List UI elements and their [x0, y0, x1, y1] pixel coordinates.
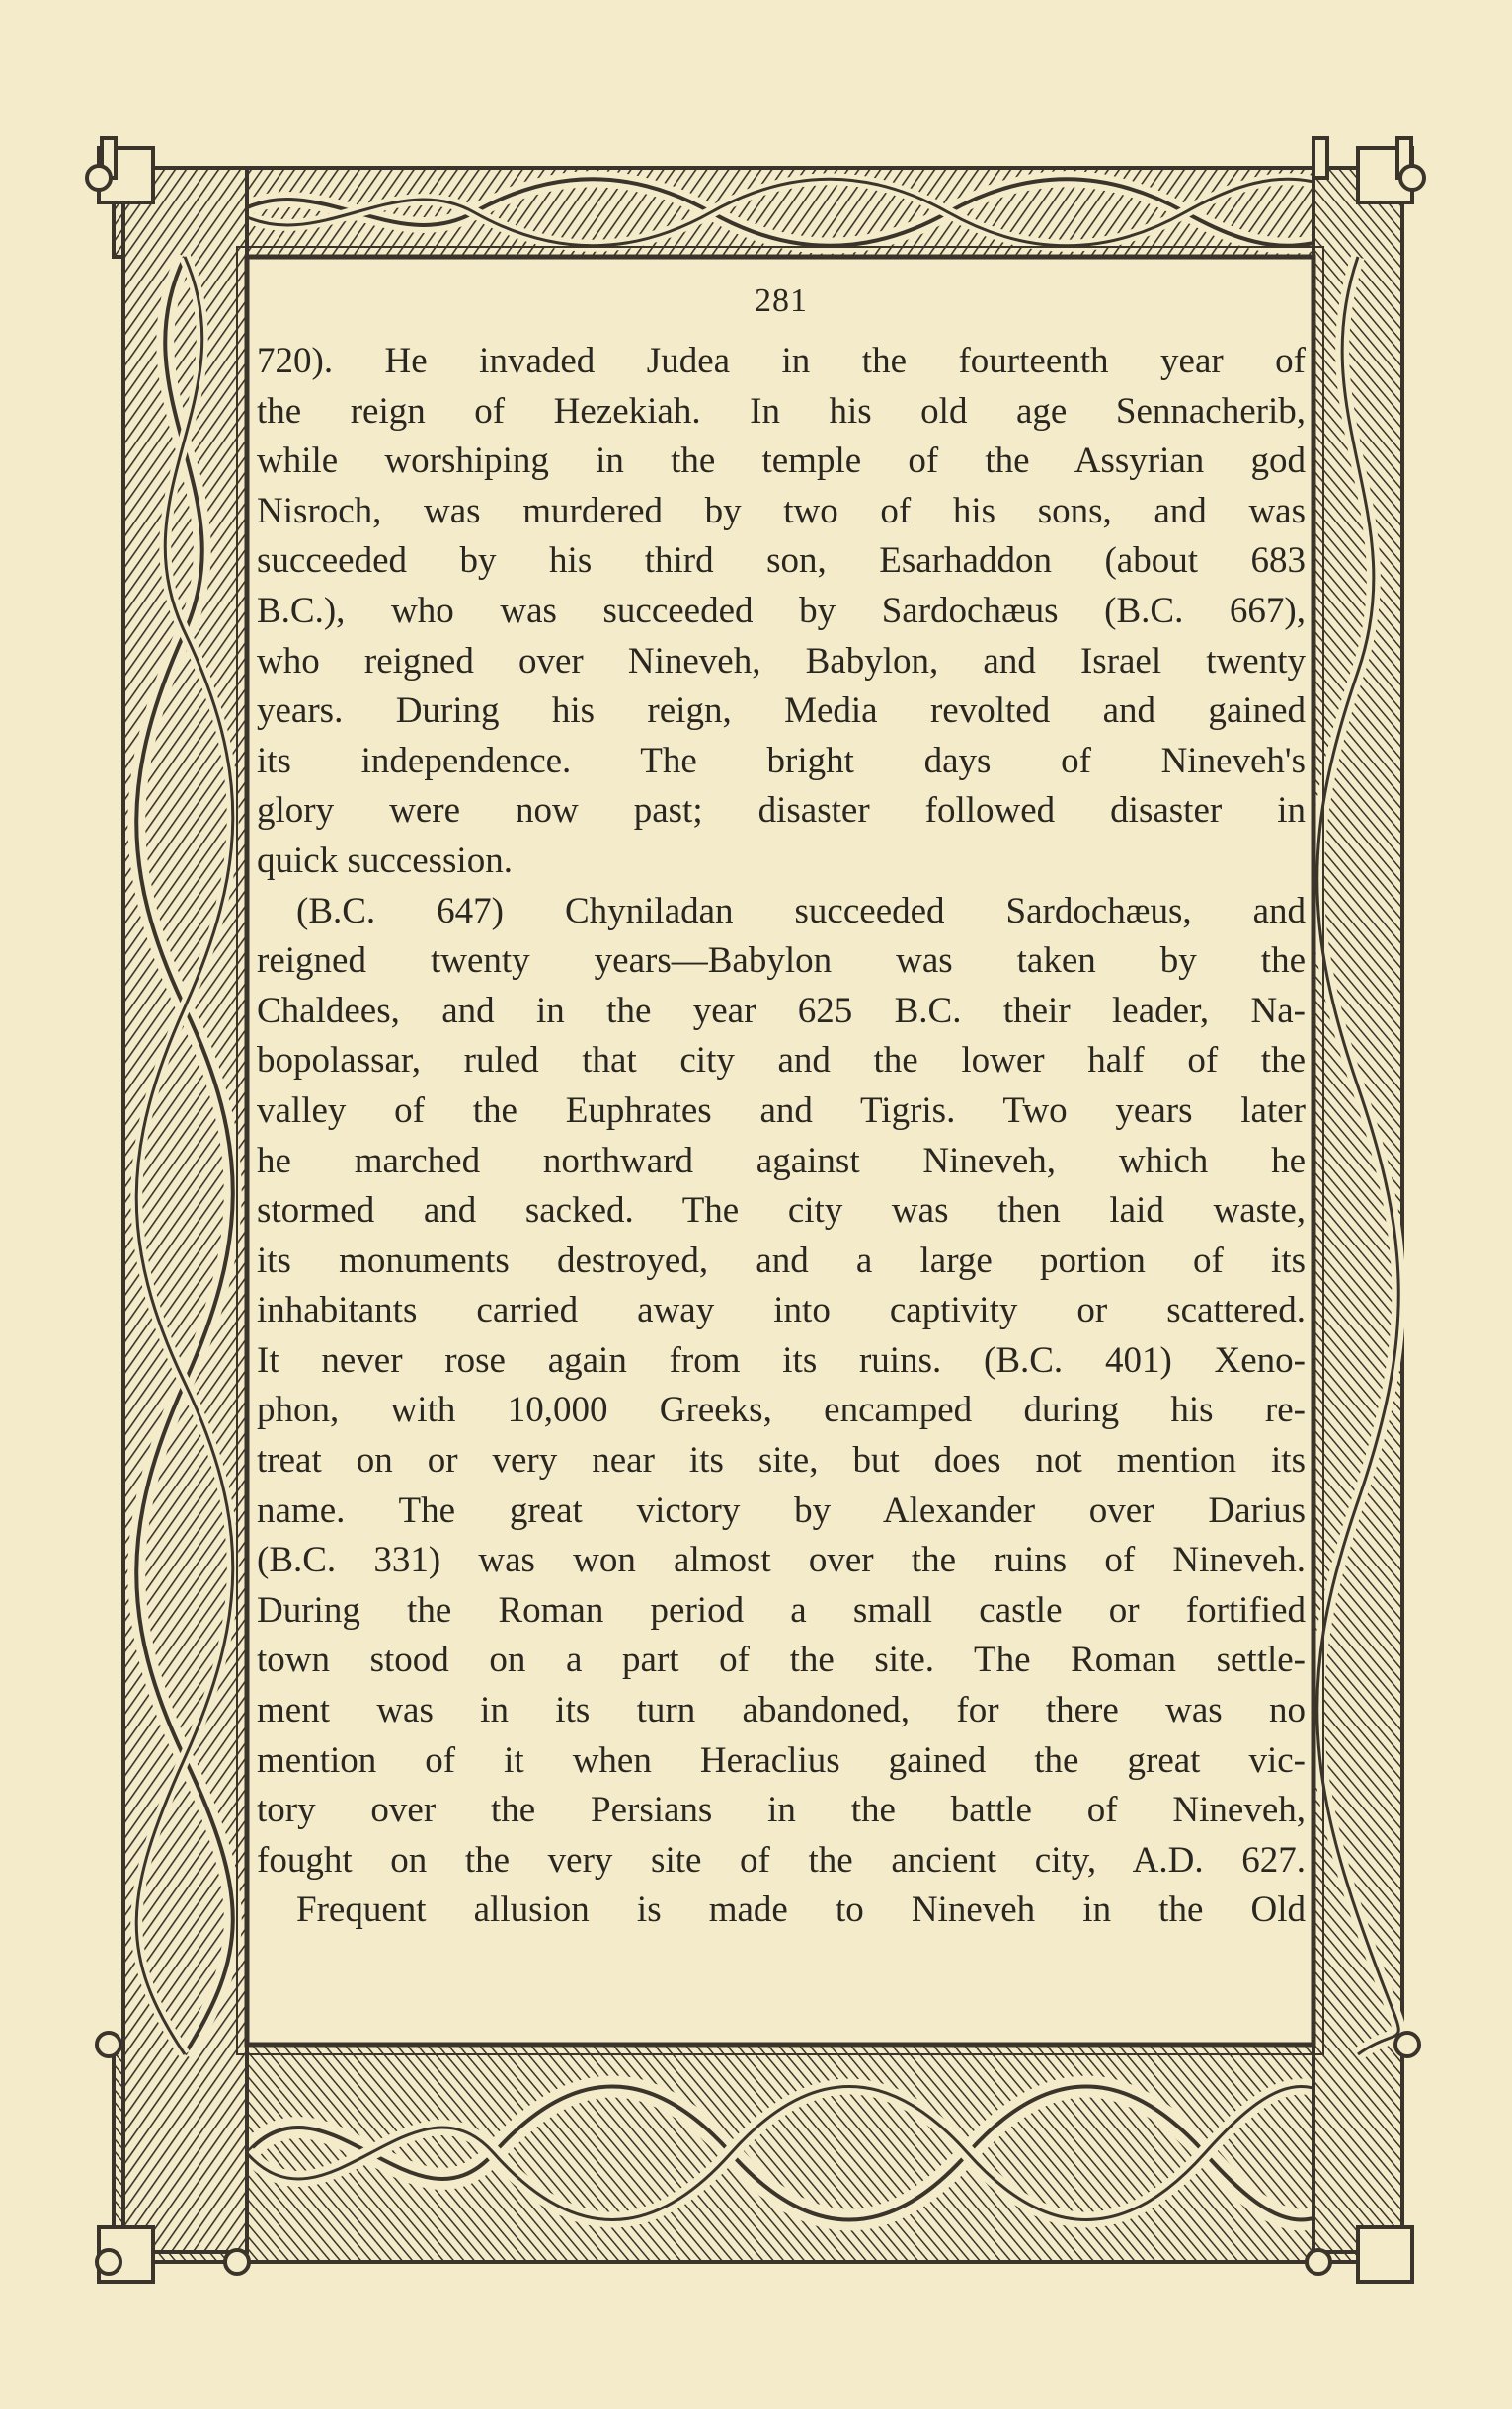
body-line: its monuments destroyed, and a large portion of its — [257, 1240, 1306, 1281]
body-line: the reign of Hezekiah. In his old age Sennacherib, — [257, 390, 1306, 432]
body-line: ment was in its turn abandoned, for there was no — [257, 1690, 1306, 1731]
body-line: glory were now past; disaster followed disaster in — [257, 790, 1306, 832]
body-line: succeeded by his third son, Esarhaddon (about 683 — [257, 540, 1306, 582]
body-line: Nisroch, was murdered by two of his sons, and was — [257, 490, 1306, 531]
body-line: he marched northward against Nineveh, which he — [257, 1140, 1306, 1181]
body-line: (B.C. 647) Chyniladan succeeded Sardochæus, and — [296, 890, 1306, 931]
body-line: phon, with 10,000 Greeks, encamped during his re- — [257, 1390, 1306, 1431]
body-line: tory over the Persians in the battle of Nineveh, — [257, 1790, 1306, 1831]
body-line: During the Roman period a small castle or fortified — [257, 1589, 1306, 1631]
body-line: town stood on a part of the site. The Roman settle- — [257, 1640, 1306, 1681]
body-text — [257, 337, 1306, 1936]
body-line: 720). He invaded Judea in the fourteenth year of — [257, 341, 1306, 381]
bottom-border-band — [114, 2045, 1397, 2262]
body-line: reigned twenty years—Babylon was taken by the — [257, 940, 1306, 982]
body-line: It never rose again from its ruins. (B.C. 401) Xeno- — [257, 1339, 1306, 1381]
body-line: valley of the Euphrates and Tigris. Two years later — [257, 1089, 1306, 1131]
body-line: mention of it when Heraclius gained the great vic- — [257, 1739, 1306, 1781]
body-line: who reigned over Nineveh, Babylon, and Israel twenty — [257, 640, 1306, 682]
text-panel — [257, 272, 1306, 2030]
body-line: (B.C. 331) was won almost over the ruins of Nineveh. — [257, 1540, 1306, 1581]
body-line: Chaldees, and in the year 625 B.C. their leader, Na- — [257, 990, 1306, 1031]
body-line: quick succession. — [257, 840, 513, 881]
body-line: inhabitants carried away into captivity or scattered. — [257, 1290, 1306, 1331]
top-border-band — [114, 168, 1397, 257]
body-line: stormed and sacked. The city was then laid waste, — [257, 1190, 1306, 1232]
body-line: fought on the very site of the ancient city, A.D. 627. — [257, 1839, 1306, 1881]
body-line: B.C.), who was succeeded by Sardochæus (B.C. 667), — [257, 590, 1306, 631]
page-number: 281 — [755, 282, 808, 319]
body-line: treat on or very near its site, but does not mention its — [257, 1440, 1306, 1482]
body-line: while worshiping in the temple of the Assyrian god — [257, 441, 1306, 482]
body-line: years. During his reign, Media revolted and gained — [257, 690, 1306, 732]
body-line: Frequent allusion is made to Nineveh in the Old — [296, 1889, 1306, 1931]
body-line: bopolassar, ruled that city and the lower half of the — [257, 1040, 1306, 1082]
body-line: name. The great victory by Alexander over Darius — [257, 1489, 1306, 1531]
right-border-column — [1313, 168, 1402, 2252]
left-border-column — [123, 168, 247, 2252]
body-line: its independence. The bright days of Nineveh's — [257, 740, 1306, 781]
